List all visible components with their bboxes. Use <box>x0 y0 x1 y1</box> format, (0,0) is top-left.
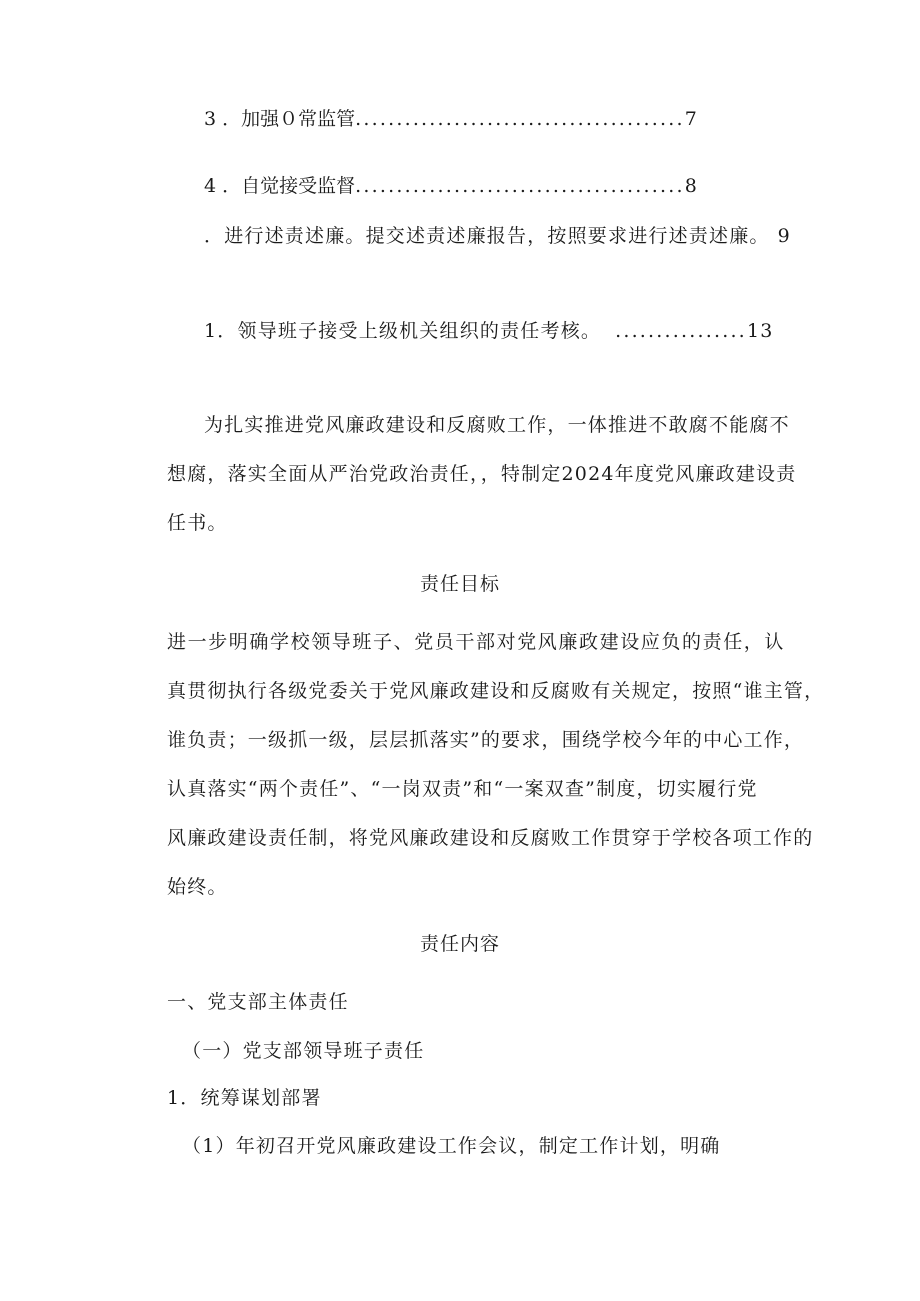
toc-page-number: 13 <box>746 320 774 342</box>
section-heading-content: 责任内容 <box>419 933 500 955</box>
toc-entry <box>204 322 784 341</box>
heading-level-1: 一、党支部主体责任 <box>167 991 349 1013</box>
toc-entry <box>204 225 791 247</box>
toc-page-number: 9 <box>777 225 791 247</box>
heading-level-3: 1．统筹谋划部署 <box>167 1087 322 1109</box>
toc-entry-title: ．进行述责述廉。提交述责述廉报告，按照要求进行述责述廉。 <box>204 225 770 247</box>
paragraph-line: 风廉政建设责任制，将党风廉政建设和反腐败工作贯穿于学校各项工作的 <box>167 827 814 849</box>
paragraph-line: 认真落实“两个责任”、“一岗双责”和“一案双查”制度，切实履行党 <box>167 778 758 800</box>
toc-entry-title: 4 ．自觉接受监督 <box>204 175 356 197</box>
paragraph-line: 为扎实推进党风廉政建设和反腐败工作，一体推进不敢腐不能腐不 <box>204 414 790 436</box>
paragraph-line: 真贯彻执行各级党委关于党风廉政建设和反腐败有关规定，按照“谁主管， <box>167 680 825 702</box>
paragraph-line: 始终。 <box>167 876 228 898</box>
toc-entry <box>204 110 776 129</box>
toc-entry <box>204 177 776 196</box>
paragraph-line: 任书。 <box>167 512 228 534</box>
paragraph-line: （1）年初召开党风廉政建设工作会议，制定工作计划，明确 <box>182 1135 721 1157</box>
paragraph-line: 想腐，落实全面从严治党政治责任，，特制定2024年度党风廉政建设责 <box>167 463 797 485</box>
toc-leader-dots: ........................................ <box>355 175 685 197</box>
toc-page-number: 8 <box>684 175 697 197</box>
toc-leader-dots: ........................................ <box>355 108 685 130</box>
toc-page-number: 7 <box>684 108 697 130</box>
paragraph-line: 进一步明确学校领导班子、党员干部对党风廉政建设应负的责任，认 <box>167 631 786 653</box>
heading-level-2: （一）党支部领导班子责任 <box>182 1040 425 1062</box>
toc-entry-title: 1．领导班子接受上级机关组织的责任考核。 <box>204 320 602 342</box>
toc-leader-dots: ................ <box>615 320 747 342</box>
toc-entry-title: 3 ．加强０常监管 <box>204 108 356 130</box>
section-heading-goal: 责任目标 <box>419 573 500 595</box>
paragraph-line: 谁负责；一级抓一级，层层抓落实”的要求，围绕学校今年的中心工作， <box>167 729 805 751</box>
